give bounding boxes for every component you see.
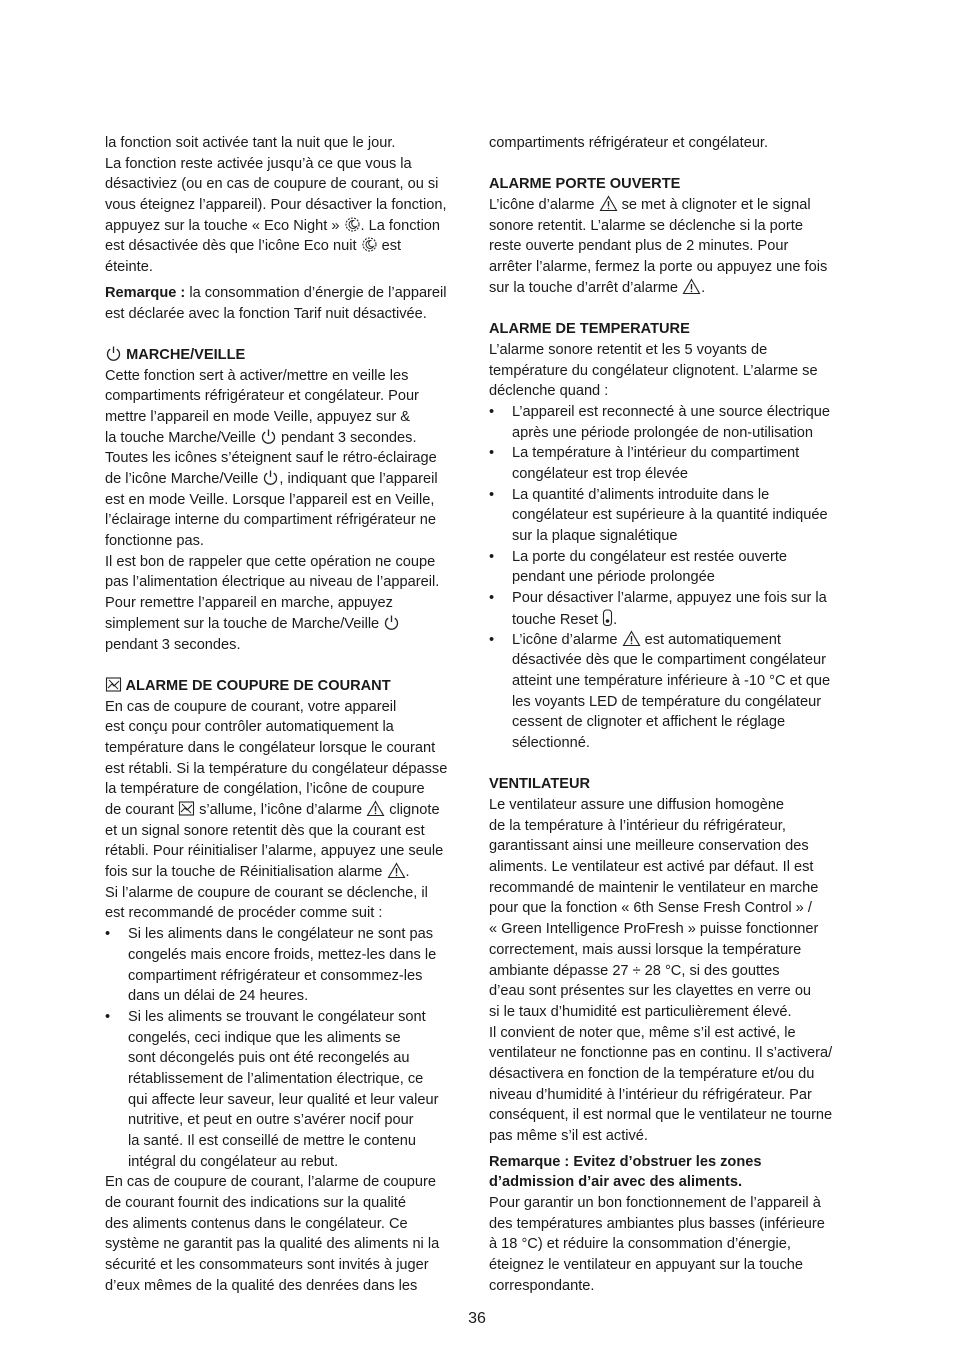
- text-line: congelés, ceci indique que les aliments se: [128, 1029, 401, 1046]
- bullet-dot: •: [105, 1008, 111, 1025]
- alarm-triangle-icon: [622, 630, 641, 647]
- remark-label: Remarque :: [105, 284, 186, 301]
- alarm-triangle-icon: [366, 800, 385, 817]
- text-line: La fonction reste activée jusqu’à ce que vous la: [105, 155, 412, 172]
- text-line: désactiviez (ou en cas de coupure de courant, ou si: [105, 176, 439, 193]
- bullet-dot: •: [489, 631, 495, 648]
- text-line: [105, 862, 467, 883]
- text-line: L’alarme sonore retentit et les 5 voyants de: [489, 341, 768, 358]
- text-fragment: sur la touche d’arrêt d’alarme: [489, 279, 678, 296]
- text-line: compartiments réfrigérateur et congélateur.: [489, 135, 769, 151]
- text-line: sonore retentit. L’alarme se déclenche si la porte: [489, 217, 803, 234]
- remark-text: la consommation d’énergie de l’appareil: [185, 284, 447, 301]
- text-fragment: .: [405, 864, 410, 881]
- heading-text: ALARME DE COUPURE DE COURANT: [125, 677, 391, 694]
- text-fragment: est: [381, 238, 402, 255]
- bullet-item: [489, 588, 851, 629]
- power-icon: [105, 345, 122, 362]
- text-line: [105, 800, 467, 821]
- text-line: En cas de coupure de courant, votre appareil: [105, 698, 397, 715]
- text-fragment: L’icône d’alarme: [489, 197, 595, 214]
- text-fragment: simplement sur la touche de Marche/Veille: [105, 615, 380, 632]
- text-line: Si l’alarme de coupure de courant se déclenche, il: [105, 884, 428, 901]
- text-fragment: .: [701, 279, 706, 296]
- alarm-triangle-icon: [599, 195, 618, 212]
- text-fragment: L’icône d’alarme: [512, 631, 618, 648]
- text-line: congélateur est trop élevée: [512, 466, 689, 482]
- text-line: Cette fonction sert à activer/mettre en veille les: [105, 367, 409, 384]
- left-column: [105, 133, 467, 1297]
- text-line: après une période prolongée de non-utilisation: [512, 424, 814, 441]
- text-line: L’appareil est reconnecté à une source électrique: [512, 403, 831, 420]
- text-fragment: de courant: [105, 802, 174, 818]
- remark-heading: d’admission d’air avec des aliments.: [489, 1174, 743, 1191]
- text-line: température dans le congélateur lorsque le courant: [105, 739, 436, 756]
- text-line: congélateur est supérieure à la quantité indiquée: [512, 507, 828, 524]
- text-line: à 18 °C) et réduire la consommation d’énergie,: [489, 1236, 791, 1253]
- text-line: La porte du congélateur est restée ouverte: [512, 548, 788, 565]
- bullet-item: [489, 402, 851, 443]
- text-line: [512, 609, 851, 630]
- text-fragment: s’allume, l’icône d’alarme: [199, 802, 363, 818]
- text-line: nutritive, et peut en outre s’avérer nocif pour: [128, 1112, 414, 1129]
- text-line: déclenche quand :: [489, 383, 609, 400]
- text-line: les voyants LED de température du congélateur: [512, 693, 822, 710]
- text-line: ventilateur ne fonctionne pas en continu. Il s’activera/: [489, 1045, 833, 1062]
- text-line: aliments. Le ventilateur est activé par défaut. Il est: [489, 859, 814, 876]
- bullet-item: [105, 924, 467, 1007]
- text-line: Toutes les icônes s’éteignent sauf le rétro-éclairage: [105, 450, 437, 467]
- text-line: fonctionne pas.: [105, 533, 204, 550]
- text-fragment: . La fonction: [360, 217, 441, 234]
- text-line: désactivera en fonction de la température et/ou du: [489, 1065, 815, 1082]
- text-line: est déclarée avec la fonction Tarif nuit désactivée.: [105, 305, 427, 322]
- text-line: dans un délai de 24 heures.: [128, 988, 309, 1005]
- text-line: l’éclairage interne du compartiment réfrigérateur ne: [105, 512, 436, 529]
- text-line: température du congélateur clignotent. L’alarme se: [489, 362, 818, 379]
- bullet-dot: •: [489, 445, 495, 462]
- bullet-dot: •: [489, 403, 495, 420]
- text-line: la fonction soit activée tant la nuit que le jour.: [105, 135, 396, 151]
- text-line: est en mode Veille. Lorsque l’appareil est en Veille,: [105, 491, 435, 508]
- text-line: éteignez le ventilateur en appuyant sur la touche: [489, 1257, 803, 1274]
- remark-line: [105, 283, 467, 304]
- eco-night-icon: [361, 236, 378, 253]
- text-line: garantissant ainsi une meilleure conservation des: [489, 838, 809, 855]
- text-line: qui affecte leur saveur, leur qualité et leur valeur: [128, 1091, 439, 1108]
- text-line: En cas de coupure de courant, l’alarme de coupure: [105, 1174, 436, 1191]
- text-line: des aliments contenus dans le congélateur. Ce: [105, 1215, 408, 1232]
- text-line: cessent de clignoter et affichent le réglage: [512, 714, 786, 731]
- alarm-triangle-icon: [682, 278, 701, 295]
- bullet-dot: •: [489, 590, 495, 607]
- text-line: de la température à l’intérieur du réfrigérateur,: [489, 817, 786, 834]
- text-line: [489, 195, 851, 216]
- text-line: de courant fournit des indications sur la qualité: [105, 1195, 406, 1212]
- text-line: d’eau sont présentes sur les clayettes en verre ou: [489, 983, 812, 1000]
- page-number: 36: [468, 1310, 486, 1327]
- power-icon: [383, 614, 400, 631]
- bullet-item: [489, 443, 851, 484]
- text-line: pendant 3 secondes.: [105, 636, 241, 653]
- text-line: pas l’alimentation électrique au niveau de l’appareil.: [105, 574, 440, 591]
- text-line: [105, 614, 467, 635]
- text-line: congelés mais encore froids, mettez-les dans le: [128, 946, 437, 963]
- text-line: est rétabli. Si la température du congélateur dépasse: [105, 760, 448, 777]
- bullet-dot: •: [489, 486, 495, 503]
- bullet-item: [489, 630, 851, 754]
- text-fragment: de l’icône Marche/Veille: [105, 471, 259, 487]
- text-line: rétablissement de l’alimentation électrique, ce: [128, 1070, 424, 1087]
- right-column: [489, 133, 851, 1297]
- text-line: compartiment réfrigérateur et consommez-les: [128, 967, 423, 984]
- text-line: rétabli. Pour réinitialiser l’alarme, appuyez une seule: [105, 843, 444, 860]
- text-line: Pour remettre l’appareil en marche, appuyez: [105, 595, 393, 612]
- text-line: Si les aliments dans le congélateur ne sont pas: [128, 926, 434, 943]
- text-line: [105, 216, 467, 237]
- bullet-dot: •: [489, 548, 495, 565]
- bullet-dot: •: [105, 926, 111, 943]
- reset-icon: [602, 609, 613, 627]
- text-line: conséquent, il est normal que le ventilateur ne tourne: [489, 1107, 833, 1124]
- section-heading-temperature: ALARME DE TEMPERATURE: [489, 321, 690, 338]
- text-line: sont décongelés puis ont été recongelés au: [128, 1050, 410, 1067]
- alarm-triangle-icon: [387, 862, 406, 879]
- power-icon: [262, 469, 279, 486]
- text-line: la température de congélation, l’icône de coupure: [105, 781, 425, 798]
- text-line: correspondante.: [489, 1277, 595, 1294]
- text-fragment: est automatiquement: [644, 631, 781, 648]
- text-line: pas même s’il est activé.: [489, 1128, 648, 1144]
- text-line: ambiante dépasse 27 ÷ 28 °C, si des gouttes: [489, 962, 780, 979]
- power-failure-icon: [178, 800, 195, 817]
- text-fragment: clignote: [389, 802, 440, 818]
- section-heading-marche-veille: [105, 345, 467, 366]
- eco-night-icon: [344, 216, 361, 233]
- text-line: est recommandé de procéder comme suit :: [105, 905, 383, 922]
- text-line: Le ventilateur assure une diffusion homogène: [489, 797, 785, 813]
- text-line: arrêter l’alarme, fermez la porte ou appuyez une fois: [489, 259, 828, 276]
- text-line: La quantité d’aliments introduite dans le: [512, 486, 770, 503]
- text-line: recommandé de maintenir le ventilateur en marche: [489, 879, 819, 896]
- text-line: reste ouverte pendant plus de 2 minutes. Pour: [489, 238, 789, 255]
- text-line: si le taux d’humidité est particulièrement élevé.: [489, 1003, 792, 1020]
- text-line: d’eux mêmes de la qualité des denrées dans les: [105, 1277, 418, 1294]
- power-icon: [260, 428, 277, 445]
- text-line: [512, 630, 851, 651]
- section-heading-porte-ouverte: ALARME PORTE OUVERTE: [489, 176, 681, 193]
- bullet-item: [489, 547, 851, 588]
- text-line: Pour garantir un bon fonctionnement de l’appareil à: [489, 1195, 821, 1212]
- heading-text: MARCHE/VEILLE: [126, 346, 246, 363]
- text-line: Il est bon de rappeler que cette opération ne coupe: [105, 553, 436, 570]
- text-line: est conçu pour contrôler automatiquement la: [105, 719, 394, 736]
- text-line: [105, 236, 467, 257]
- text-line: sécurité et les consommateurs sont invités à juger: [105, 1257, 429, 1274]
- text-line: [105, 469, 467, 490]
- section-heading-ventilateur: VENTILATEUR: [489, 776, 591, 793]
- text-line: éteinte.: [105, 259, 153, 276]
- text-fragment: fois sur la touche de Réinitialisation alarme: [105, 864, 383, 881]
- text-line: Si les aliments se trouvant le congélateur sont: [128, 1008, 426, 1025]
- text-line: mettre l’appareil en mode Veille, appuyez sur &: [105, 408, 411, 425]
- text-line: Il convient de noter que, même s’il est activé, le: [489, 1024, 796, 1041]
- text-fragment: se met à clignoter et le signal: [621, 197, 811, 214]
- text-line: correctement, mais aussi lorsque la température: [489, 941, 802, 958]
- text-line: des températures ambiantes plus basses (inférieure: [489, 1215, 825, 1232]
- text-fragment: touche Reset: [512, 611, 598, 628]
- text-line: compartiments réfrigérateur et congélateur. Pour: [105, 388, 419, 405]
- text-line: intégral du congélateur au rebut.: [128, 1153, 339, 1170]
- text-line: [489, 278, 851, 299]
- text-line: la santé. Il est conseillé de mettre le contenu: [128, 1133, 416, 1149]
- text-fragment: , indiquant que l’appareil: [279, 471, 438, 487]
- text-fragment: .: [613, 611, 618, 628]
- text-fragment: pendant 3 secondes.: [281, 429, 417, 446]
- text-fragment: appuyez sur la touche « Eco Night »: [105, 217, 340, 234]
- text-line: système ne garantit pas la qualité des aliments ni la: [105, 1236, 440, 1253]
- text-line: vous éteignez l’appareil). Pour désactiver la fonction,: [105, 197, 447, 214]
- text-line: niveau d’humidité à l’intérieur du réfrigérateur. Par: [489, 1086, 812, 1103]
- text-line: La température à l’intérieur du compartiment: [512, 445, 800, 462]
- text-line: pour que la fonction « 6th Sense Fresh Control » /: [489, 900, 812, 917]
- text-line: sélectionné.: [512, 734, 590, 751]
- text-line: atteint une température inférieure à -10 °C et que: [512, 672, 831, 689]
- text-line: [105, 428, 467, 449]
- power-failure-icon: [105, 676, 122, 693]
- text-line: Pour désactiver l’alarme, appuyez une fois sur la: [512, 590, 827, 607]
- text-line: désactivée dès que le compartiment congélateur: [512, 652, 826, 669]
- remark-heading: Remarque : Evitez d’obstruer les zones: [489, 1153, 762, 1170]
- text-line: sur la plaque signalétique: [512, 528, 678, 545]
- bullet-item: [489, 485, 851, 547]
- text-fragment: est désactivée dès que l’icône Eco nuit: [105, 238, 357, 255]
- text-line: « Green Intelligence ProFresh » puisse fonctionner: [489, 921, 819, 938]
- text-line: pendant une période prolongée: [512, 569, 715, 586]
- section-heading-coupure: [105, 676, 467, 697]
- text-fragment: la touche Marche/Veille: [105, 429, 256, 446]
- bullet-item: [105, 1007, 467, 1173]
- text-line: et un signal sonore retentit dès que la courant est: [105, 822, 425, 839]
